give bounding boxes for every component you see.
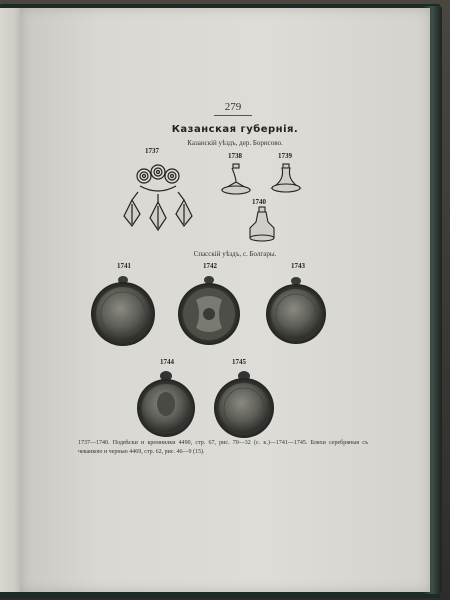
page-heading: Казанская губернія.	[171, 124, 299, 135]
bell-1738-illustration	[222, 164, 250, 194]
medallion-1744-illustration	[137, 371, 195, 437]
figure-number-1738: 1738	[228, 152, 242, 160]
figure-number-1742: 1742	[203, 262, 217, 270]
pendant-1737-illustration	[124, 165, 192, 230]
figure-number-1745: 1745	[232, 358, 246, 366]
bell-1740-illustration	[250, 207, 274, 241]
figure-number-1737: 1737	[145, 147, 159, 155]
figure-number-1743: 1743	[291, 262, 305, 270]
figure-caption: 1737—1740. Подвѣски и кремнилки 4490, стр. 67, рис. 70—32 (с. к.)—1741—1745. Бляхи серебряныя съ чеканкою и чернью 4469, стр. 62, рис. 46—9 (15).	[78, 440, 368, 455]
page-number: 279	[224, 101, 242, 113]
section-label-spassk: Спасскій уѣздъ, с. Болгары.	[193, 250, 277, 258]
bell-1739-illustration	[272, 164, 300, 192]
medallion-1742-illustration	[178, 276, 240, 345]
figure-number-1741: 1741	[117, 262, 131, 270]
figure-number-1740: 1740	[252, 198, 266, 206]
medallion-1743-illustration	[266, 277, 326, 344]
figure-number-1739: 1739	[278, 152, 292, 160]
figure-number-1744: 1744	[160, 358, 174, 366]
medallion-1741-illustration	[91, 276, 155, 346]
section-label-kazan: Казанскій уѣздъ, дер. Борисово.	[187, 139, 283, 147]
medallion-1745-illustration	[214, 371, 274, 438]
